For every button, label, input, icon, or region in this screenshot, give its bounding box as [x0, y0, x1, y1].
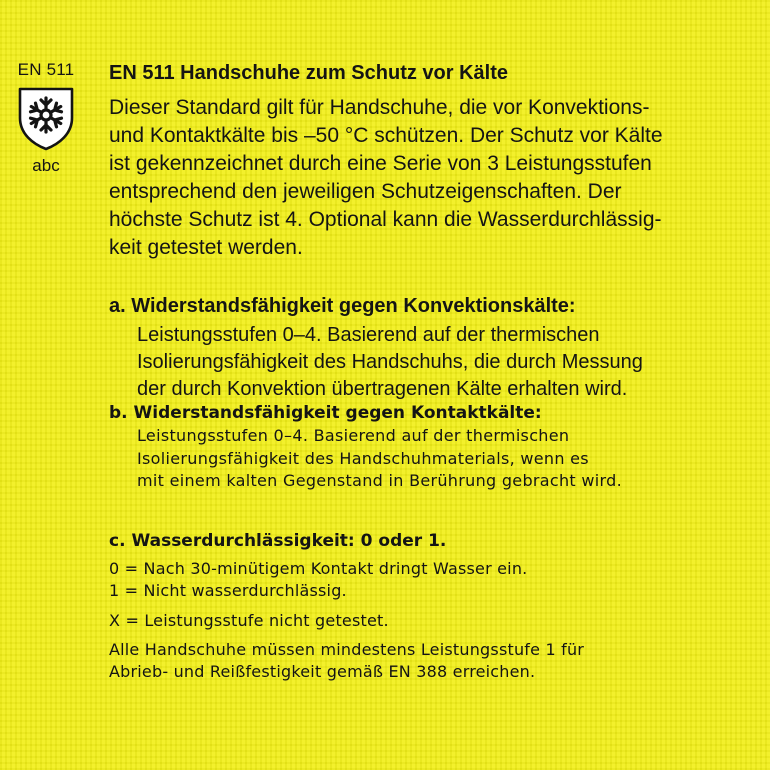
section-a-line: Leistungsstufen 0–4. Basierend auf der thermischen — [137, 324, 600, 346]
section-c-line: X = Leistungsstufe nicht getestet. — [109, 611, 389, 630]
intro-line: höchste Schutz ist 4. Optional kann die Wasserdurchlässig- — [109, 208, 662, 231]
footer-note — [109, 639, 759, 683]
footer-line: Abrieb- und Reißfestigkeit gemäß EN 388 erreichen. — [109, 662, 536, 681]
section-b-line: mit einem kalten Gegenstand in Berührung gebracht wird. — [137, 471, 622, 490]
page-title: EN 511 Handschuhe zum Schutz vor Kälte — [109, 62, 508, 84]
footer-line: Alle Handschuhe müssen mindestens Leistungsstufe 1 für — [109, 640, 585, 659]
section-b-heading: b. Widerstandsfähigkeit gegen Kontaktkälte: — [109, 403, 542, 423]
section-c-heading: c. Wasserdurchlässigkeit: 0 oder 1. — [109, 531, 447, 551]
section-c-list — [109, 558, 759, 632]
badge-levels: abc — [32, 156, 60, 175]
en511-badge — [6, 60, 86, 176]
intro-line: ist gekennzeichnet durch eine Serie von 3 Leistungsstufen — [109, 152, 652, 175]
section-a-line: Isolierungsfähigkeit des Handschuhs, die durch Messung — [137, 351, 643, 373]
section-c-line: 1 = Nicht wasserdurchlässig. — [109, 581, 347, 600]
section-b-line: Leistungsstufen 0–4. Basierend auf der thermischen — [137, 426, 570, 445]
intro-line: keit getestet werden. — [109, 236, 303, 259]
section-a-heading: a. Widerstandsfähigkeit gegen Konvektionskälte: — [109, 295, 576, 317]
section-b-line: Isolierungsfähigkeit des Handschuhmaterials, wenn es — [137, 448, 589, 468]
section-b-body — [137, 425, 767, 493]
section-a-line: der durch Konvektion übertragenen Kälte erhalten wird. — [137, 378, 628, 400]
snowflake-shield-icon — [17, 86, 75, 152]
badge-code: EN 511 — [17, 60, 75, 79]
section-a-body — [137, 322, 767, 403]
section-c-line: 0 = Nach 30-minütigem Kontakt dringt Wasser ein. — [109, 559, 528, 578]
intro-line: Dieser Standard gilt für Handschuhe, die vor Konvektions- — [109, 96, 650, 119]
intro-line: entsprechend den jeweiligen Schutzeigenschaften. Der — [109, 180, 622, 203]
intro-paragraph — [109, 94, 759, 262]
intro-line: und Kontaktkälte bis –50 °C schützen. Der Schutz vor Kälte — [109, 124, 663, 147]
